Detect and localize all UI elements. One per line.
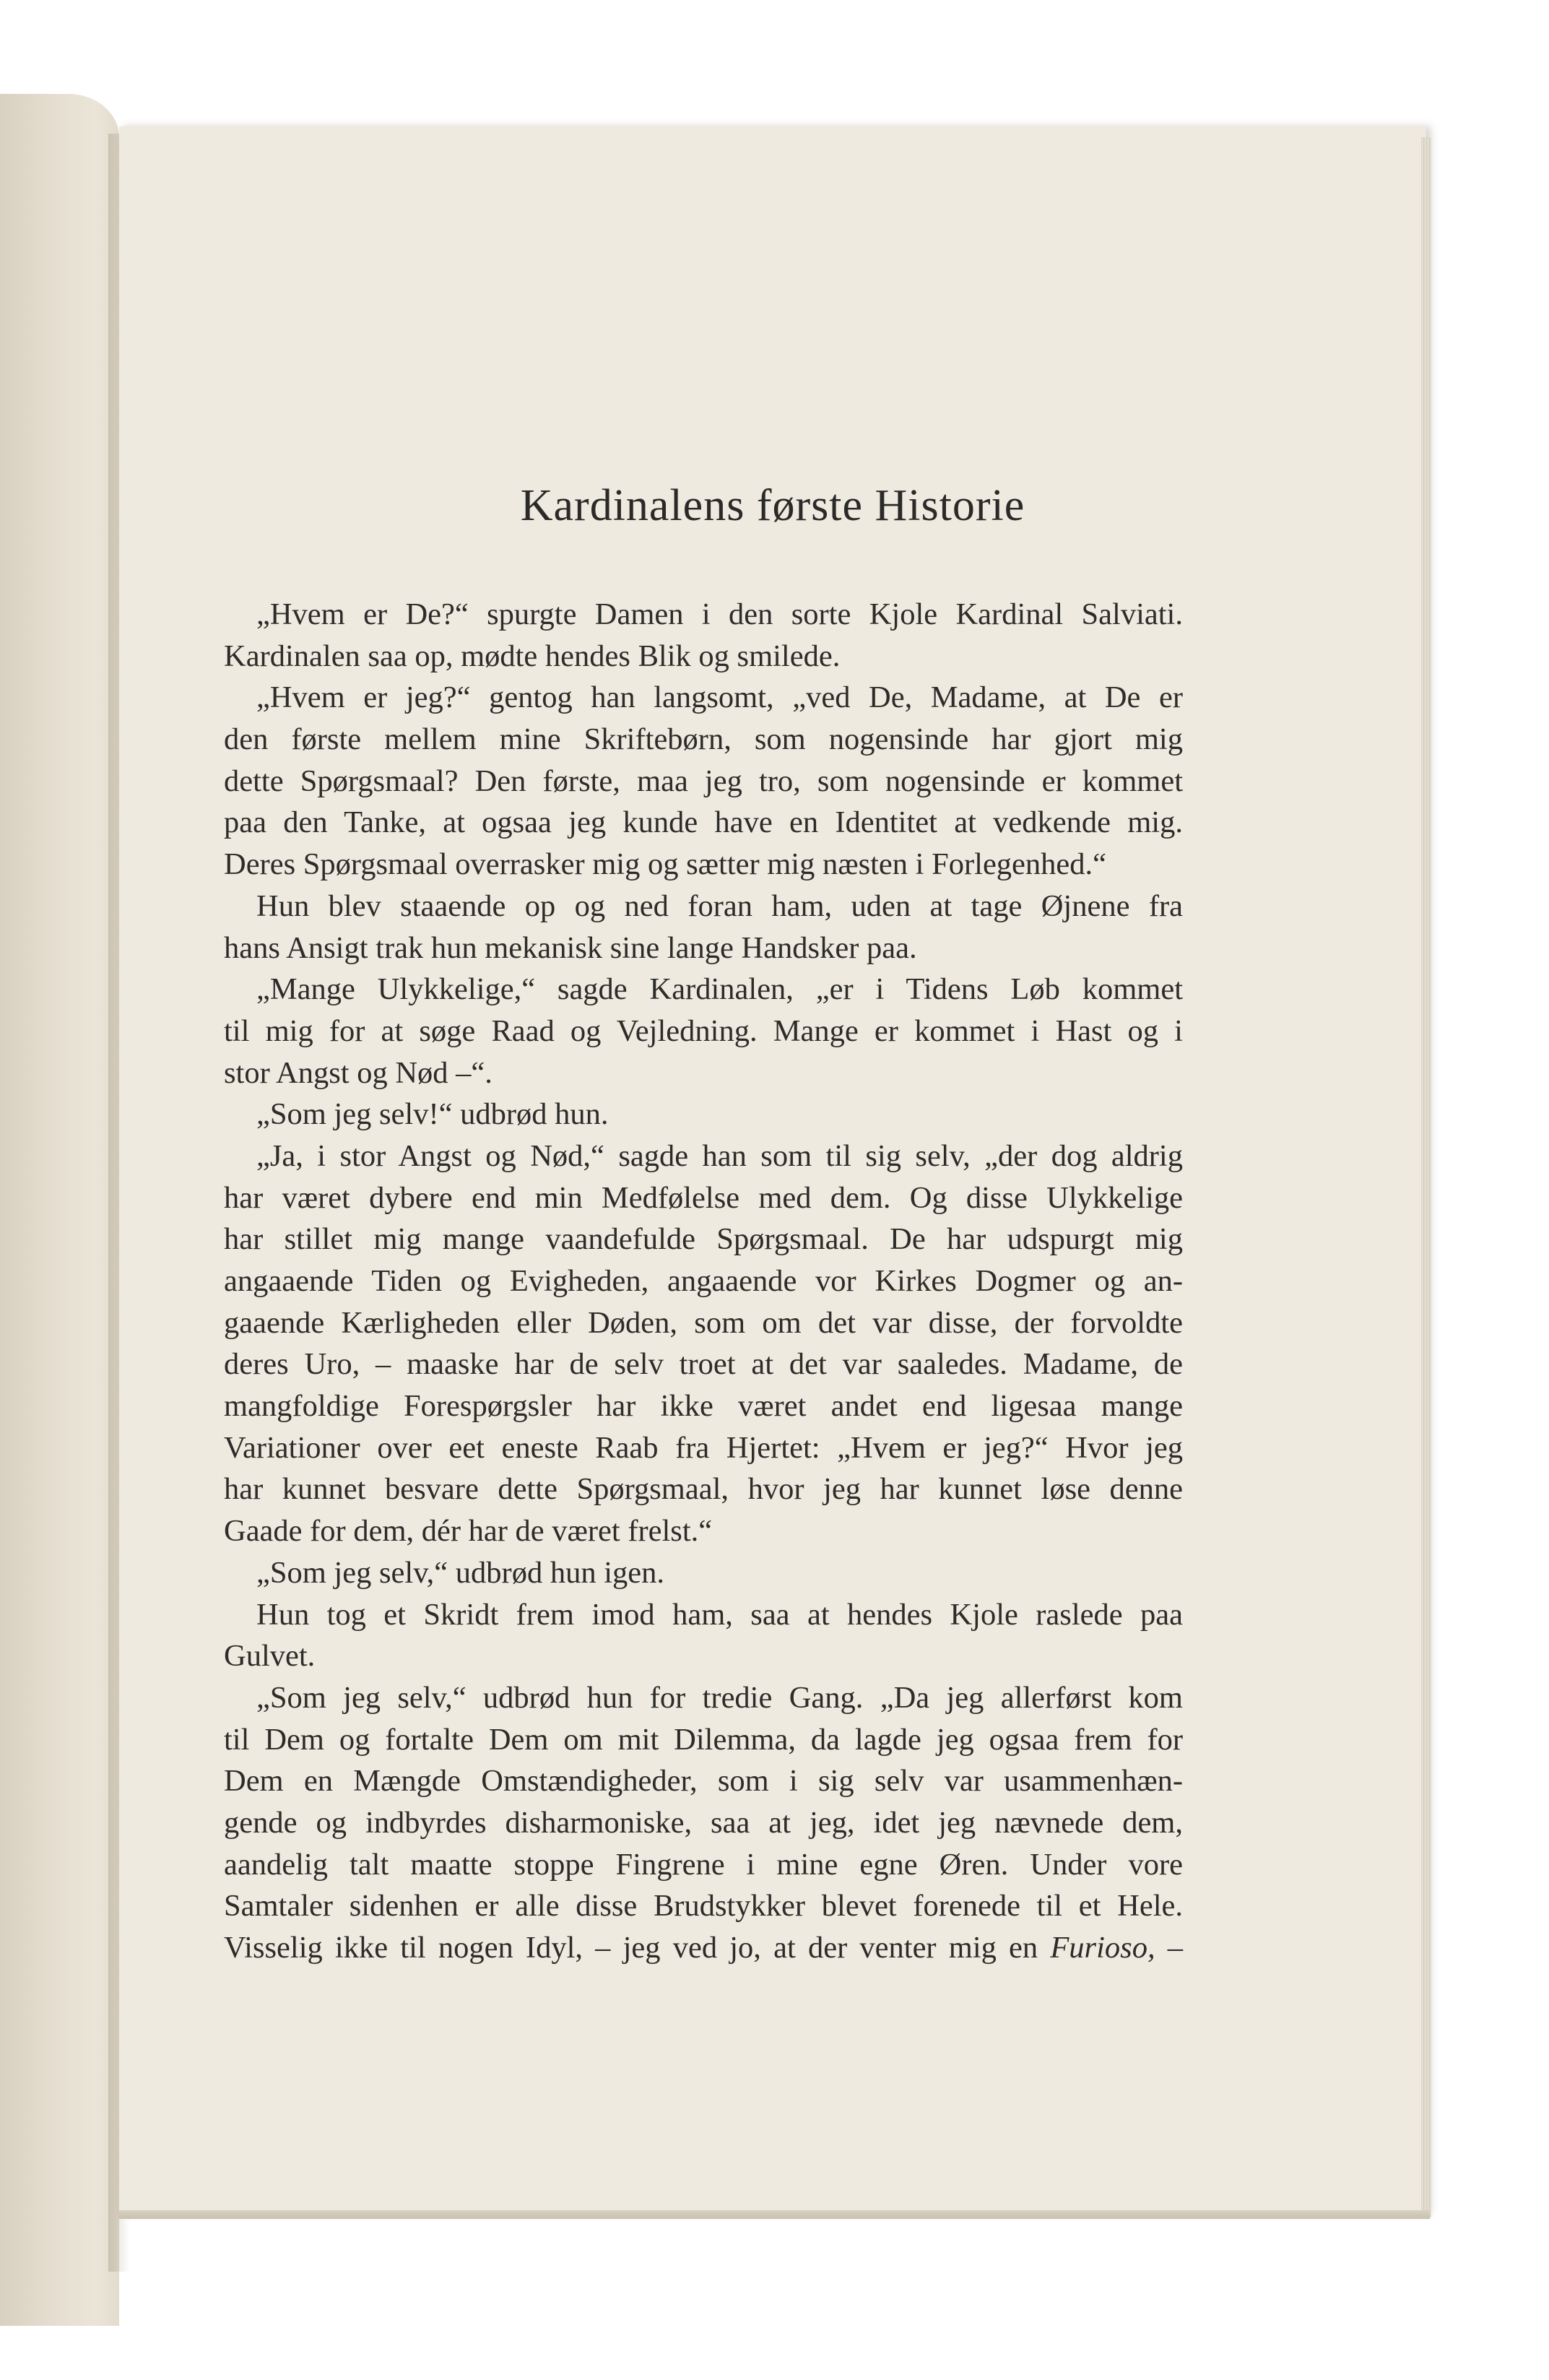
text-line: aandelig talt maatte stoppe Fingrene i mine egne Øren. Under vore [224,1847,1183,1882]
text-line: Dem en Mængde Omstændigheder, som i sig selv var usammenhæn- [224,1764,1183,1799]
text-line: „Ja, i stor Angst og Nød,“ sagde han som til sig selv, „der dog aldrig [256,1138,1183,1173]
text-line: angaaende Tiden og Evigheden, angaaende vor Kirkes Dogmer og an- [224,1264,1183,1298]
text-line: mangfoldige Forespørgsler har ikke været andet end ligesaa mange [224,1389,1183,1424]
text-line: „Mange Ulykkelige,“ sagde Kardinalen, „er i Tidens Løb kommet [256,972,1183,1007]
text-line: har kunnet besvare dette Spørgsmaal, hvor jeg har kunnet løse denne [224,1472,1183,1507]
body-text [224,594,1183,1969]
text-line: har været dybere end min Medfølelse med dem. Og disse Ulykkelige [224,1180,1183,1215]
text-line: Gaade for dem, dér har de været frelst.“ [224,1514,713,1549]
text-line: stor Angst og Nød –“. [224,1055,493,1090]
text-line: har stillet mig mange vaandefulde Spørgsmaal. De har udspurgt mig [224,1222,1183,1257]
text-line: til mig for at søge Raad og Vejledning. Mange er kommet i Hast og i [224,1013,1183,1048]
text-line: Gulvet. [224,1639,316,1674]
text-line: Hun blev staaende op og ned foran ham, uden at tage Øjnene fra [256,888,1183,923]
text-line: dette Spørgsmaal? Den første, maa jeg tro, som nogensinde er kommet [224,763,1183,798]
text-line: den første mellem mine Skriftebørn, som nogensinde har gjort mig [224,722,1183,757]
text-line: „Som jeg selv,“ udbrød hun for tredie Gang. „Da jeg allerførst kom [256,1680,1183,1715]
left-page-edge [0,94,119,2326]
text-line: „Som jeg selv,“ udbrød hun igen. [256,1555,664,1590]
text-line: „Hvem er De?“ spurgte Damen i den sorte Kjole Kardinal Salviati. [256,597,1183,631]
text-line: hans Ansigt trak hun mekanisk sine lange Handsker paa. [224,930,917,965]
text-line: paa den Tanke, at ogsaa jeg kunde have en Identitet at vedkende mig. [224,805,1183,840]
page-bottom-edge [119,2210,1430,2219]
text-line-final [224,1927,1183,1969]
text-line: Samtaler sidenhen er alle disse Brudstykker blevet forenede til et Hele. [224,1889,1183,1924]
text-line: Variationer over eet eneste Raab fra Hjertet: „Hvem er jeg?“ Hvor jeg [224,1430,1183,1465]
text-line: Hun tog et Skridt frem imod ham, saa at hendes Kjole raslede paa [256,1597,1183,1632]
final-line-tail: – [1155,1931,1184,1965]
final-line-text: Visselig ikke til nogen Idyl, – jeg ved jo, at der venter mig en [224,1931,1051,1965]
page-stack-edge [1421,137,1431,2217]
text-line: til Dem og fortalte Dem om mit Dilemma, da lagde jeg ogsaa frem for [224,1722,1183,1757]
text-line: „Hvem er jeg?“ gentog han langsomt, „ved De, Madame, at De er [256,680,1183,715]
text-line: „Som jeg selv!“ udbrød hun. [256,1097,609,1132]
chapter-title: Kardinalens første Historie [520,481,1025,530]
final-line-italic: Furioso, [1050,1931,1155,1965]
text-line: Kardinalen saa op, mødte hendes Blik og smilede. [224,639,841,673]
text-line: gaaende Kærligheden eller Døden, som om det var disse, der forvoldte [224,1305,1183,1340]
text-line: gende og indbyrdes disharmoniske, saa at jeg, idet jeg nævnede dem, [224,1805,1183,1840]
text-line: deres Uro, – maaske har de selv troet at det var saaledes. Madame, de [224,1347,1183,1382]
text-line: Deres Spørgsmaal overrasker mig og sætter mig næsten i Forlegenhed.“ [224,847,1107,882]
